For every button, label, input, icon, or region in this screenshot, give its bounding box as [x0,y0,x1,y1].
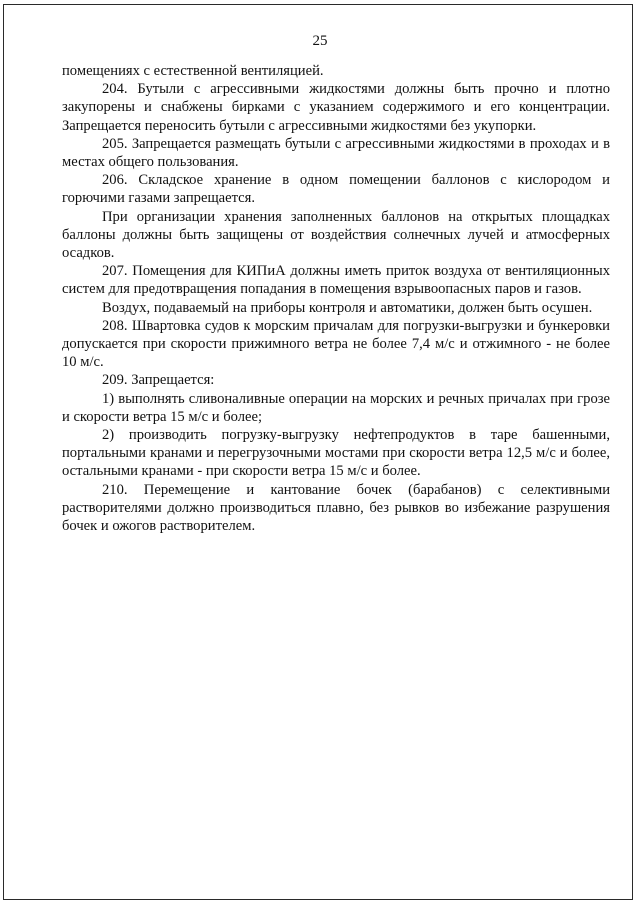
paragraph-205: 205. Запрещается размещать бутыли с агрессивными жидкостями в проходах и в местах общего пользования. [62,135,610,171]
document-body [62,62,610,535]
paragraph-continuation: помещениях с естественной вентиляцией. [62,63,324,79]
paragraph-208: 208. Швартовка судов к морским причалам для погрузки-выгрузки и бункеровки допускается при скорости прижимного ветра не более 7,4 м/с и отжимного - не более 10 м/с. [62,317,610,371]
paragraph-210: 210. Перемещение и кантование бочек (барабанов) с селективными растворителями должно производиться плавно, без рывков во избежание разрушения бочек и ожогов растворителем. [62,481,610,535]
paragraph-206: 206. Складское хранение в одном помещении баллонов с кислородом и горючими газами запрещается. [62,172,610,207]
paragraph-207: 207. Помещения для КИПиА должны иметь приток воздуха от вентиляционных систем для предотвращения попадания в помещения взрывоопасных паров и газов. [62,263,610,298]
paragraph-206-cylinders: При организации хранения заполненных баллонов на открытых площадках баллоны должны быть защищены от воздействия солнечных лучей и атмосферных осадков. [62,208,610,262]
paragraph-209-item-1: 1) выполнять сливоналивные операции на морских и речных причалах при грозе и скорости ветра 15 м/с и более; [62,390,610,425]
paragraph-207-air: Воздух, подаваемый на приборы контроля и автоматики, должен быть осушен. [102,299,593,316]
paragraph-204: 204. Бутыли с агрессивными жидкостями должны быть прочно и плотно закупорены и снабжены бирками с указанием содержимого и его концентрации. Запрещается переносить бутыли с агрессивными жидкостями без укупорки. [62,81,610,134]
page-number: 25 [312,33,328,49]
paragraph-209-item-2: 2) производить погрузку-выгрузку нефтепродуктов в таре башенными, портальными кранами и перегрузочными мостами при скорости ветра 12,5 м/с и более, остальными кранами - при скорости ветра 15 м/с и более. [62,427,610,480]
paragraph-209: 209. Запрещается: [102,372,215,389]
